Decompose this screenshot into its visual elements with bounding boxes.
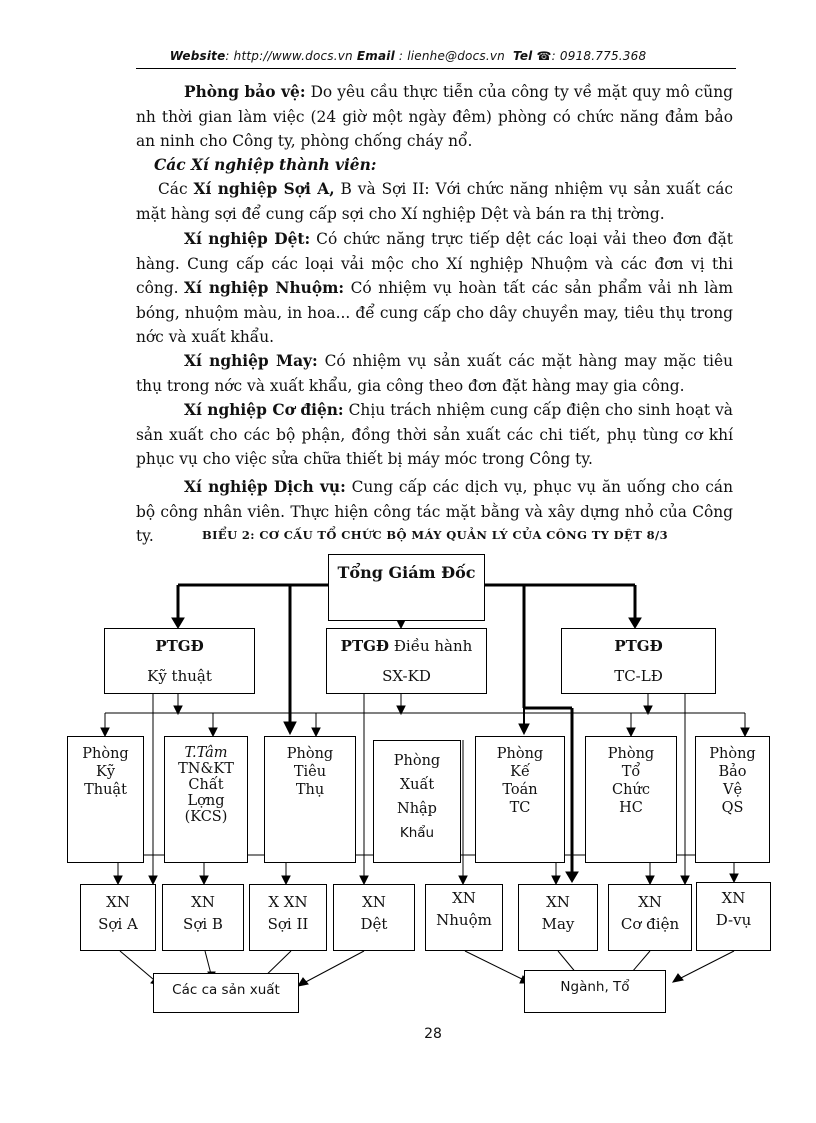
line: X XN [268,893,308,911]
lead: Xí nghiệp Cơ điện: [184,401,344,419]
phone-icon: ☎ [536,49,552,63]
xn-det-box [333,884,415,951]
line: Phòng [709,746,756,762]
box-label: Các ca sản xuất [172,982,280,998]
body-text: Do yêu cầu thực tiễn của công ty về mặt quy mô cũng nh thời gian làm việc (24 giờ một ngày đêm) phòng có chức năng đảm bảo an ninh cho Công ty, phòng chống cháy nổ. [136,83,733,150]
arrow-head [360,876,368,884]
page-number: 28 [424,1026,442,1042]
ptgd-dieu-hanh-box [326,628,487,694]
arrow-head [149,876,157,884]
line: Bảo [718,764,747,780]
arrow-head [101,728,109,736]
ptgd-tc-ld-box [561,628,716,694]
box-subtitle: TC-LĐ [614,667,663,685]
phong-xuat-nhap-khau-box [373,740,461,863]
box-title: PTGĐ [155,637,204,655]
arrow-head [200,876,208,884]
xn-soi-a-box [80,884,156,951]
diagonal-connector [675,951,734,981]
diagonal-connector [300,951,364,985]
box-subtitle: Kỹ thuật [147,667,212,685]
arrow-head [459,876,467,884]
chart-caption: BIỂU 2: CƠ CẤU TỔ CHỨC BỘ MÁY QUẢN LÝ CỦA CÔNG TY DỆT 8/3 [202,528,668,542]
body-text: Có nhiệm vụ sản xuất các mặt hàng may mặc tiêu thụ trong nớc và xuất khẩu, gia công theo đơn đặt hàng may gia công. [136,352,733,395]
line: Phòng [607,746,655,762]
line: Tổ [621,764,641,780]
body-text: B và Sợi II: Với chức năng nhiệm vụ sản xuất các mặt hàng sợi để cung cấp sợi cho Xí nghiệp Dệt và bán ra thị trờng. [136,180,733,223]
line: Lợng [187,793,225,809]
pre-text: Các [158,180,194,198]
arrow-head [282,876,290,884]
body-text: Có chức năng trực tiếp dệt các loại vải theo đơn đặt hàng. Cung cấp các loại vải mộc cho Xí nghiệp Nhuộm và các đơn vị thi công. [136,230,733,297]
phong-kcs-box [164,736,248,863]
arrow-head [730,874,738,882]
email-label: Email [356,49,395,63]
xn-co-dien-box [608,884,692,951]
arrow-head [298,978,308,986]
arrow-head [397,620,405,628]
website-value: : http://www.docs.vn [225,49,353,63]
lead: Xí nghiệp Dệt: [184,230,311,248]
phong-ke-toan-box [475,736,565,863]
line: XN [638,893,662,911]
line: XN [546,893,570,911]
phong-bao-ve-box [695,736,770,863]
xn-dich-vu-box [696,882,771,951]
line: Thuật [84,782,127,798]
section-title-text: Các Xí nghiệp thành viên: [154,156,377,174]
line: Thụ [295,782,325,798]
line: Tiêu [293,764,327,780]
line: T.Tâm [184,745,228,761]
line: Phòng [393,753,441,769]
body-text: Cung cấp các dịch vụ, phục vụ ăn uống cho cán bộ công nhân viên. Thực hiện công tác mặt bằng và xây dựng nhỏ của Công ty. [136,478,733,545]
box-label: Ngành, Tổ [560,979,630,995]
tong-giam-doc-box [328,554,485,621]
arrow-head [673,974,683,982]
line: HC [619,800,643,816]
lead: Xí nghiệp Dịch vụ: [184,478,346,496]
box-subtitle: SX-KD [382,667,431,685]
lead: Phòng bảo vệ: [184,83,306,101]
email-value: : lienhe@docs.vn [394,49,505,63]
line: Kỹ [95,764,116,780]
line: Chức [612,782,650,798]
arrow-head [209,728,217,736]
line: May [541,915,575,933]
box-title: PTGĐ [340,637,390,655]
line: Toán [502,782,538,798]
tel-label: Tel [513,49,533,63]
arrow-head [629,618,641,628]
line: Chất [188,777,224,793]
tel-value: : 0918.775.368 [551,49,647,63]
line: Nhuộm [436,911,492,929]
arrow-head [312,728,320,736]
phong-to-chuc-box [585,736,677,863]
xn-soi-b-box [162,884,244,951]
box-label: Tổng Giám Đốc [337,563,476,582]
xn-may-box [518,884,598,951]
phong-ky-thuat-box [67,736,144,863]
arrow-head [284,722,296,734]
line: (KCS) [184,809,228,825]
xn-nhuom-box [425,884,503,951]
arrow-head [172,618,184,628]
box-title-suffix: Điều hành [389,637,473,655]
line: XN [452,889,476,907]
line: Nhập [397,801,437,817]
line: XN [362,893,386,911]
line: XN [191,893,215,911]
line: Vệ [722,782,743,798]
ptgd-ky-thuat-box [104,628,255,694]
arrow-head [681,876,689,884]
cac-ca-san-xuat-box [153,973,299,1013]
line: XN [721,889,746,907]
line: Kế [510,764,530,780]
line: QS [721,800,744,816]
box-title: PTGĐ [614,637,663,655]
website-label: Website [169,49,226,63]
line: Sợi A [98,915,138,933]
lead: Xí nghiệp May: [184,352,318,370]
line: Cơ điện [620,915,680,933]
arrow-head [552,876,560,884]
nganh-to-box [524,970,666,1013]
line: Phòng [82,746,129,762]
line: Sợi II [267,915,309,933]
line: Phòng [496,746,544,762]
arrow-head [627,728,635,736]
line: Dệt [360,915,388,933]
arrow-head [114,876,122,884]
arrow-head [646,876,654,884]
body-text: Chịu trách nhiệm cung cấp điện cho sinh hoạt và sản xuất cho các bộ phận, đồng thời sản xuất các chi tiết, phụ tùng cơ khí phục vụ cho việc sửa chữa thiết bị máy móc trong Công ty. [136,401,733,468]
phong-tieu-thu-box [264,736,356,863]
line: Khẩu [399,825,435,841]
body-text: Có nhiệm vụ hoàn tất các sản phẩm vải nh làm bóng, nhuộm màu, in hoa... để cung cấp cho dây chuyền may, tiêu thụ trong nớc và xuất khẩu. [136,279,733,346]
line: TC [509,800,531,816]
xn-soi-ii-box [249,884,327,951]
line: D-vụ [715,911,752,929]
arrow-head [741,728,749,736]
arrow-head [566,872,578,882]
arrow-head [519,724,529,734]
diagonal-connector [465,951,528,982]
line: Xuất [399,777,435,793]
lead: Xí nghiệp Sợi A, [193,180,335,198]
line: TN&KT [178,761,234,777]
line: Sợi B [183,915,223,933]
line: XN [106,893,130,911]
line: Phòng [286,746,334,762]
lead: Xí nghiệp Nhuộm: [184,279,345,297]
